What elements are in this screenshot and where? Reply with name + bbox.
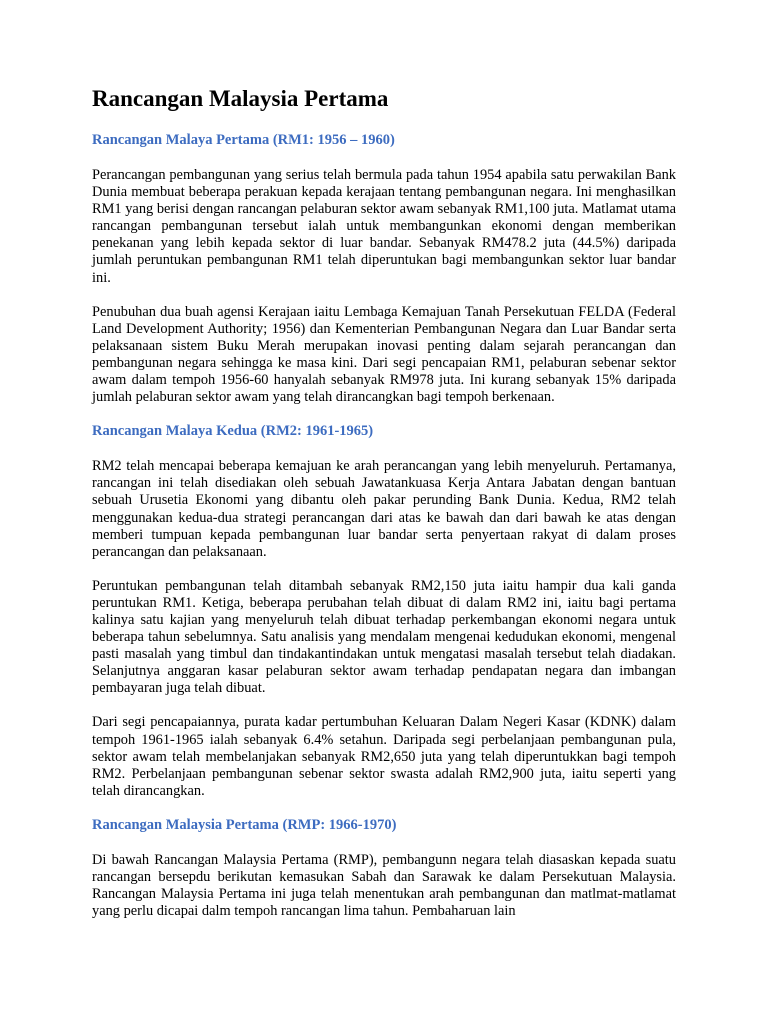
section-heading-rm1: Rancangan Malaya Pertama (RM1: 1956 – 1960) xyxy=(92,132,395,148)
section-heading-rm2: Rancangan Malaya Kedua (RM2: 1961-1965) xyxy=(92,423,374,440)
section-rm1 xyxy=(92,132,676,406)
document-title: Rancangan Malaysia Pertama xyxy=(92,86,389,111)
paragraph: Perancangan pembangunan yang serius telah bermula pada tahun 1954 apabila satu perwakilan Bank Dunia membuat beberapa perakuan kepada kerajaan tentang pembangunan negara. Ini menghasilkan RM1 yang berisi dengan rancangan pelaburan sektor awam sebanyak RM1,100 juta. Matlamat utama rancangan pembangunan tersebut ialah untuk membangunkan ekonomi dengan memberikan penekanan yang lebih kepada sektor di luar bandar. Sebanyak RM478.2 juta (44.5%) daripada jumlah peruntukan pembangunan RM1 telah diperuntukan bagi membangunkan sektor luar bandar ini. xyxy=(92,167,676,286)
section-heading-rmp: Rancangan Malaysia Pertama (RMP: 1966-1970) xyxy=(92,816,397,833)
section-rmp xyxy=(92,817,676,920)
paragraph: Penubuhan dua buah agensi Kerajaan iaitu Lembaga Kemajuan Tanah Persekutuan FELDA (Federal Land Development Authority; 1956) dan Kementerian Pembangunan Negara dan Luar Bandar serta pelaksanaan sistem Buku Merah merupakan inovasi penting dalam sejarah perancangan dan pembangunan negara sehingga ke masa kini. Dari segi pencapaian RM1, pelaburan sebenar sektor awam dalam tempoh 1956-60 hanyalah sebanyak RM978 juta. Ini kurang sebanyak 15% daripada jumlah pelaburan sektor awam yang telah dirancangkan bagi tempoh berkenaan. xyxy=(92,303,676,406)
paragraph: RM2 telah mencapai beberapa kemajuan ke arah perancangan yang lebih menyeluruh. Pertamanya, rancangan ini telah disediakan oleh sebuah Jawatankuasa Kerja Antara Jabatan dengan bantuan sebuah Urusetia Ekonomi yang dibantu oleh pakar perunding Bank Dunia. Kedua, RM2 telah menggunakan kedua-dua strategi perancangan dari atas ke bawah dan dari bawah ke atas dengan memberi tumpuan kepada pembangunan luar bandar serta penyertaan rakyat di dalam proses perancangan dan pelaksanaan. xyxy=(92,458,676,560)
paragraph: Di bawah Rancangan Malaysia Pertama (RMP), pembangunn negara telah diasaskan kepada suatu rancangan bersepdu berikutan kemasukan Sabah dan Sarawak ke dalam Persekutuan Malaysia. Rancangan Malaysia Pertama ini juga telah menentukan arah pembangunan dan matlmat-matlamat yang perlu dicapai dalm tempoh rancangan lima tahun. Pembaharuan lain xyxy=(92,851,676,920)
paragraph: Peruntukan pembangunan telah ditambah sebanyak RM2,150 juta iaitu hampir dua kali ganda peruntukan RM1. Ketiga, beberapa perubahan telah dibuat di dalam RM2 ini, iaitu bagi pertama kalinya satu kajian yang menyeluruh telah dibuat terhadap perkembangan ekonomi negara untuk beberapa tahun sebelumnya. Satu analisis yang mendalam mengenai kedudukan ekonomi, mengenal pasti masalah yang timbul dan tindakantindakan untuk mengatasi masalah tersebut telah diadakan. Selanjutnya anggaran kasar pelaburan sektor awam terhadap pendapatan negara dan imbangan pembayaran juga telah dibuat. xyxy=(92,577,676,697)
paragraph: Dari segi pencapaiannya, purata kadar pertumbuhan Keluaran Dalam Negeri Kasar (KDNK) dalam tempoh 1961-1965 ialah sebanyak 6.4% setahun. Daripada segi perbelanjaan pembangunan pula, sektor awam telah membelanjakan sebanyak RM2,650 juta yang telah diperuntukkan bagi tempoh RM2. Perbelanjaan pembangunan sebenar sektor swasta adalah RM2,900 juta, iaitu seperti yang telah dirancangkan. xyxy=(92,714,676,799)
section-rm2 xyxy=(92,423,676,800)
document-page xyxy=(92,86,676,937)
